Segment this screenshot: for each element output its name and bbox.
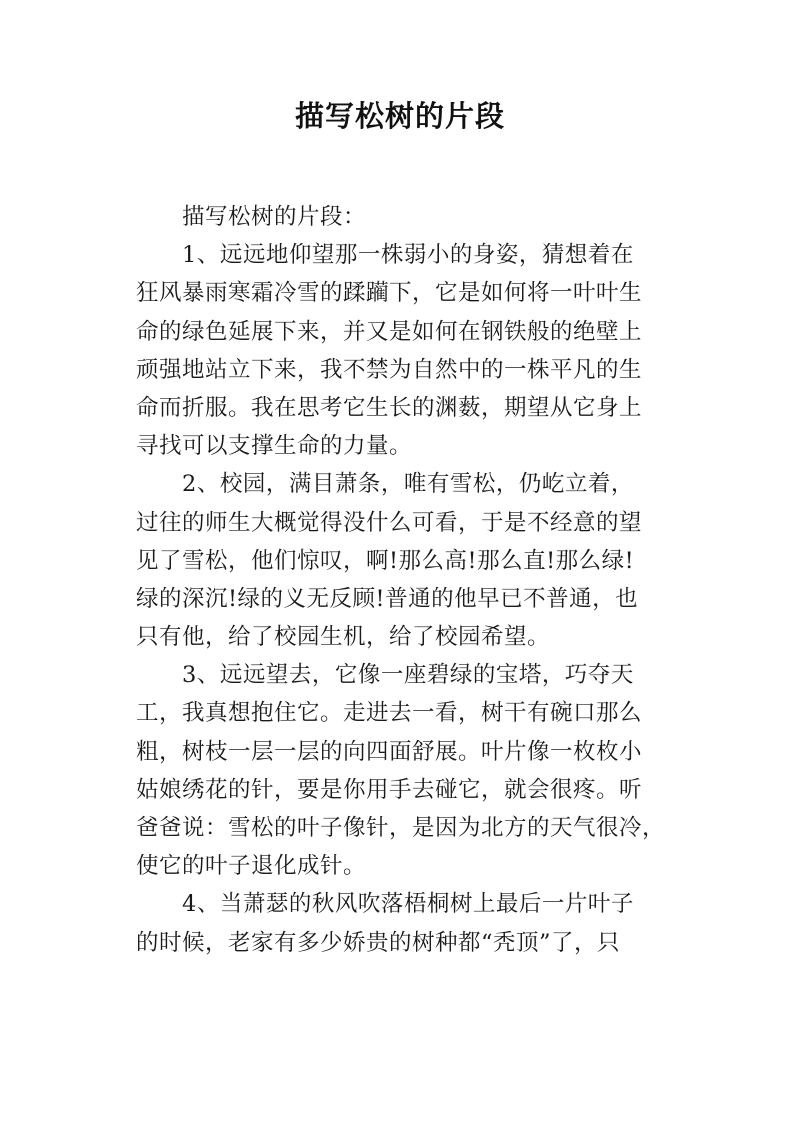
paragraph-4 bbox=[136, 885, 676, 961]
paragraph-1 bbox=[136, 236, 676, 465]
paragraph-line: 的时候，老家有多少娇贵的树种都“秃顶”了，只 bbox=[136, 929, 621, 956]
paragraph-line: 爸爸说：雪松的叶子像针，是因为北方的天气很冷， bbox=[136, 815, 666, 841]
document-title: 描写松树的片段 bbox=[294, 99, 505, 133]
paragraph-line: 粗，树枝一层一层的向四面舒展。叶片像一枚枚小 bbox=[136, 738, 643, 765]
paragraph-line: 3、远远望去，它像一座碧绿的宝塔，巧夺天 bbox=[182, 662, 634, 689]
paragraph-3 bbox=[136, 656, 676, 885]
paragraph-line: 命而折服。我在思考它生长的渊薮，期望从它身上 bbox=[136, 394, 643, 421]
paragraph-line: 1、远远地仰望那一株弱小的身姿，猜想着在 bbox=[182, 242, 634, 269]
paragraph-line: 姑娘绣花的针，要是你用手去碰它，就会很疼。听 bbox=[136, 776, 643, 803]
paragraph-line: 命的绿色延展下来，并又是如何在钢铁般的绝壁上 bbox=[136, 318, 643, 345]
paragraph-line: 工，我真想抱住它。走进去一看，树干有碗口那么 bbox=[136, 700, 643, 727]
paragraph-line: 使它的叶子退化成针。 bbox=[136, 853, 367, 880]
paragraph-line: 狂风暴雨寒霜冷雪的蹂躏下，它是如何将一叶叶生 bbox=[136, 280, 643, 307]
paragraph-line: 2、校园，满目萧条，唯有雪松，仍屹立着， bbox=[182, 471, 634, 498]
paragraph-line: 寻找可以支撑生命的力量。 bbox=[136, 433, 413, 460]
intro-line: 描写松树的片段： bbox=[182, 204, 367, 230]
paragraph-line: 只有他，给了校园生机，给了校园希望。 bbox=[136, 624, 551, 651]
paragraph-2 bbox=[136, 465, 676, 656]
paragraph-line: 见了雪松，他们惊叹，啊!那么高!那么直!那么绿! bbox=[136, 547, 635, 574]
document-body bbox=[136, 198, 676, 962]
paragraph-line: 过往的师生大概觉得没什么可看，于是不经意的望 bbox=[136, 509, 643, 536]
paragraph-line: 4、当萧瑟的秋风吹落梧桐树上最后一片叶子 bbox=[182, 891, 634, 918]
paragraph-line: 绿的深沉!绿的义无反顾!普通的他早已不普通，也 bbox=[136, 585, 639, 612]
paragraph-line: 顽强地站立下来，我不禁为自然中的一株平凡的生 bbox=[136, 356, 643, 383]
